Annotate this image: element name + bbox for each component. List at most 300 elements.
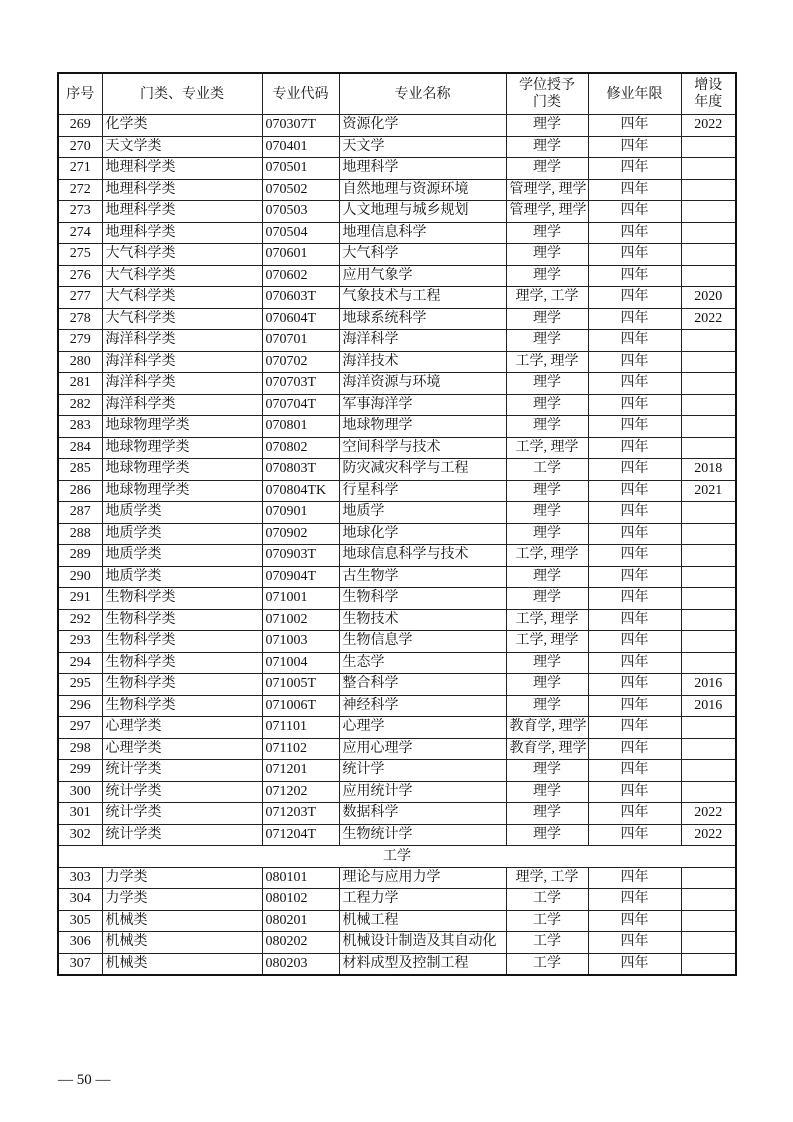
cell-years: 四年 xyxy=(588,244,681,266)
cell-year-added xyxy=(681,330,736,352)
table-row xyxy=(58,523,736,545)
cell-years: 四年 xyxy=(588,910,681,932)
cell-degree: 管理学, 理学 xyxy=(506,179,588,201)
cell-no: 298 xyxy=(58,738,102,760)
cell-year-added xyxy=(681,244,736,266)
cell-code: 070401 xyxy=(262,136,339,158)
cell-no: 283 xyxy=(58,416,102,438)
cell-years: 四年 xyxy=(588,136,681,158)
page-number: — 50 — xyxy=(58,1072,111,1088)
cell-degree: 理学 xyxy=(506,523,588,545)
cell-name: 古生物学 xyxy=(339,566,506,588)
cell-years: 四年 xyxy=(588,953,681,975)
cell-name: 地球信息科学与技术 xyxy=(339,545,506,567)
cell-years: 四年 xyxy=(588,717,681,739)
cell-code: 071005T xyxy=(262,674,339,696)
cell-degree: 理学 xyxy=(506,115,588,137)
cell-degree: 理学 xyxy=(506,781,588,803)
cell-code: 070802 xyxy=(262,437,339,459)
cell-name: 应用统计学 xyxy=(339,781,506,803)
cell-year-added xyxy=(681,222,736,244)
cell-degree: 工学 xyxy=(506,459,588,481)
section-engineering xyxy=(58,846,736,868)
table-row xyxy=(58,824,736,846)
cell-no: 299 xyxy=(58,760,102,782)
cell-category: 地球物理学类 xyxy=(102,480,262,502)
cell-name: 海洋技术 xyxy=(339,351,506,373)
cell-code: 070703T xyxy=(262,373,339,395)
cell-no: 278 xyxy=(58,308,102,330)
cell-year-added xyxy=(681,609,736,631)
cell-name: 海洋资源与环境 xyxy=(339,373,506,395)
cell-code: 070702 xyxy=(262,351,339,373)
cell-degree: 工学, 理学 xyxy=(506,609,588,631)
cell-year-added: 2021 xyxy=(681,480,736,502)
cell-name: 自然地理与资源环境 xyxy=(339,179,506,201)
table-row xyxy=(58,287,736,309)
cell-code: 071002 xyxy=(262,609,339,631)
cell-degree: 管理学, 理学 xyxy=(506,201,588,223)
header-no: 序号 xyxy=(58,73,102,115)
cell-code: 070803T xyxy=(262,459,339,481)
table-row xyxy=(58,437,736,459)
cell-years: 四年 xyxy=(588,566,681,588)
cell-no: 279 xyxy=(58,330,102,352)
cell-category: 地理科学类 xyxy=(102,222,262,244)
cell-category: 统计学类 xyxy=(102,803,262,825)
cell-year-added xyxy=(681,179,736,201)
cell-name: 地球化学 xyxy=(339,523,506,545)
cell-name: 机械工程 xyxy=(339,910,506,932)
cell-degree: 理学 xyxy=(506,803,588,825)
cell-year-added xyxy=(681,910,736,932)
cell-category: 机械类 xyxy=(102,932,262,954)
cell-code: 071203T xyxy=(262,803,339,825)
table-row xyxy=(58,416,736,438)
cell-code: 070307T xyxy=(262,115,339,137)
cell-degree: 工学, 理学 xyxy=(506,545,588,567)
cell-years: 四年 xyxy=(588,308,681,330)
table-row xyxy=(58,158,736,180)
table-row xyxy=(58,609,736,631)
cell-years: 四年 xyxy=(588,459,681,481)
cell-year-added xyxy=(681,953,736,975)
cell-name: 空间科学与技术 xyxy=(339,437,506,459)
cell-degree: 理学 xyxy=(506,588,588,610)
cell-no: 293 xyxy=(58,631,102,653)
cell-code: 080101 xyxy=(262,867,339,889)
cell-no: 269 xyxy=(58,115,102,137)
cell-code: 080102 xyxy=(262,889,339,911)
cell-degree: 理学 xyxy=(506,308,588,330)
cell-category: 生物科学类 xyxy=(102,631,262,653)
cell-category: 地理科学类 xyxy=(102,179,262,201)
cell-no: 294 xyxy=(58,652,102,674)
table-row xyxy=(58,308,736,330)
cell-year-added xyxy=(681,416,736,438)
cell-category: 大气科学类 xyxy=(102,287,262,309)
cell-name: 生物科学 xyxy=(339,588,506,610)
cell-no: 306 xyxy=(58,932,102,954)
cell-code: 071202 xyxy=(262,781,339,803)
cell-name: 应用气象学 xyxy=(339,265,506,287)
cell-year-added xyxy=(681,158,736,180)
cell-years: 四年 xyxy=(588,480,681,502)
cell-year-added xyxy=(681,373,736,395)
cell-degree: 理学 xyxy=(506,244,588,266)
cell-code: 071102 xyxy=(262,738,339,760)
table-row xyxy=(58,244,736,266)
cell-code: 070804TK xyxy=(262,480,339,502)
cell-year-added xyxy=(681,437,736,459)
header-name: 专业名称 xyxy=(339,73,506,115)
cell-code: 071101 xyxy=(262,717,339,739)
cell-degree: 理学 xyxy=(506,136,588,158)
header-category: 门类、专业类 xyxy=(102,73,262,115)
cell-category: 海洋科学类 xyxy=(102,351,262,373)
cell-code: 070502 xyxy=(262,179,339,201)
cell-category: 海洋科学类 xyxy=(102,373,262,395)
table-row xyxy=(58,480,736,502)
cell-years: 四年 xyxy=(588,523,681,545)
cell-years: 四年 xyxy=(588,373,681,395)
cell-code: 080202 xyxy=(262,932,339,954)
cell-years: 四年 xyxy=(588,824,681,846)
cell-year-added: 2022 xyxy=(681,308,736,330)
table-header-row xyxy=(58,73,736,115)
cell-category: 大气科学类 xyxy=(102,308,262,330)
cell-no: 307 xyxy=(58,953,102,975)
cell-category: 化学类 xyxy=(102,115,262,137)
table-row xyxy=(58,502,736,524)
cell-name: 气象技术与工程 xyxy=(339,287,506,309)
cell-no: 301 xyxy=(58,803,102,825)
table-row xyxy=(58,932,736,954)
table-row xyxy=(58,545,736,567)
cell-no: 302 xyxy=(58,824,102,846)
cell-degree: 理学 xyxy=(506,695,588,717)
cell-years: 四年 xyxy=(588,265,681,287)
cell-years: 四年 xyxy=(588,545,681,567)
table-row xyxy=(58,179,736,201)
cell-year-added xyxy=(681,889,736,911)
majors-table xyxy=(57,72,737,976)
cell-years: 四年 xyxy=(588,674,681,696)
cell-code: 070904T xyxy=(262,566,339,588)
section-label: 工学 xyxy=(58,846,736,868)
cell-code: 070602 xyxy=(262,265,339,287)
cell-name: 地理信息科学 xyxy=(339,222,506,244)
cell-degree: 理学, 工学 xyxy=(506,287,588,309)
cell-code: 070801 xyxy=(262,416,339,438)
table-row xyxy=(58,588,736,610)
cell-degree: 工学 xyxy=(506,953,588,975)
cell-degree: 工学, 理学 xyxy=(506,351,588,373)
cell-category: 心理学类 xyxy=(102,717,262,739)
cell-category: 统计学类 xyxy=(102,781,262,803)
cell-year-added xyxy=(681,265,736,287)
cell-category: 地球物理学类 xyxy=(102,459,262,481)
cell-degree: 理学, 工学 xyxy=(506,867,588,889)
cell-no: 272 xyxy=(58,179,102,201)
cell-year-added xyxy=(681,201,736,223)
cell-no: 285 xyxy=(58,459,102,481)
cell-name: 材料成型及控制工程 xyxy=(339,953,506,975)
cell-year-added: 2016 xyxy=(681,674,736,696)
cell-no: 287 xyxy=(58,502,102,524)
cell-no: 288 xyxy=(58,523,102,545)
table-row xyxy=(58,781,736,803)
cell-category: 地理科学类 xyxy=(102,158,262,180)
cell-no: 297 xyxy=(58,717,102,739)
cell-code: 071006T xyxy=(262,695,339,717)
cell-degree: 理学 xyxy=(506,502,588,524)
cell-category: 地球物理学类 xyxy=(102,416,262,438)
cell-year-added xyxy=(681,566,736,588)
cell-category: 生物科学类 xyxy=(102,674,262,696)
cell-degree: 理学 xyxy=(506,222,588,244)
cell-category: 机械类 xyxy=(102,953,262,975)
cell-year-added xyxy=(681,351,736,373)
cell-code: 071004 xyxy=(262,652,339,674)
cell-code: 070701 xyxy=(262,330,339,352)
cell-no: 274 xyxy=(58,222,102,244)
cell-code: 070603T xyxy=(262,287,339,309)
table-row xyxy=(58,373,736,395)
cell-category: 大气科学类 xyxy=(102,244,262,266)
cell-no: 286 xyxy=(58,480,102,502)
cell-name: 心理学 xyxy=(339,717,506,739)
cell-no: 290 xyxy=(58,566,102,588)
cell-name: 大气科学 xyxy=(339,244,506,266)
cell-year-added xyxy=(681,781,736,803)
cell-category: 生物科学类 xyxy=(102,588,262,610)
cell-name: 应用心理学 xyxy=(339,738,506,760)
cell-no: 289 xyxy=(58,545,102,567)
cell-year-added: 2016 xyxy=(681,695,736,717)
cell-code: 070501 xyxy=(262,158,339,180)
cell-year-added xyxy=(681,652,736,674)
cell-degree: 理学 xyxy=(506,824,588,846)
cell-years: 四年 xyxy=(588,502,681,524)
cell-years: 四年 xyxy=(588,695,681,717)
cell-no: 271 xyxy=(58,158,102,180)
cell-name: 生态学 xyxy=(339,652,506,674)
cell-category: 统计学类 xyxy=(102,824,262,846)
cell-years: 四年 xyxy=(588,287,681,309)
cell-years: 四年 xyxy=(588,416,681,438)
cell-name: 防灾减灾科学与工程 xyxy=(339,459,506,481)
cell-category: 大气科学类 xyxy=(102,265,262,287)
cell-year-added xyxy=(681,545,736,567)
cell-category: 海洋科学类 xyxy=(102,394,262,416)
cell-years: 四年 xyxy=(588,631,681,653)
table-row xyxy=(58,738,736,760)
cell-code: 080203 xyxy=(262,953,339,975)
cell-degree: 理学 xyxy=(506,674,588,696)
cell-code: 070903T xyxy=(262,545,339,567)
cell-year-added xyxy=(681,588,736,610)
cell-degree: 工学 xyxy=(506,910,588,932)
table-row xyxy=(58,222,736,244)
cell-year-added xyxy=(681,867,736,889)
cell-no: 303 xyxy=(58,867,102,889)
cell-degree: 理学 xyxy=(506,566,588,588)
cell-name: 数据科学 xyxy=(339,803,506,825)
table-body-science xyxy=(58,115,736,846)
table-row xyxy=(58,695,736,717)
cell-category: 地理科学类 xyxy=(102,201,262,223)
cell-years: 四年 xyxy=(588,394,681,416)
table-row xyxy=(58,631,736,653)
cell-no: 273 xyxy=(58,201,102,223)
cell-name: 生物统计学 xyxy=(339,824,506,846)
cell-category: 地质学类 xyxy=(102,502,262,524)
cell-years: 四年 xyxy=(588,760,681,782)
cell-code: 070902 xyxy=(262,523,339,545)
cell-category: 海洋科学类 xyxy=(102,330,262,352)
cell-no: 291 xyxy=(58,588,102,610)
table-row xyxy=(58,459,736,481)
cell-years: 四年 xyxy=(588,781,681,803)
cell-category: 天文学类 xyxy=(102,136,262,158)
cell-name: 天文学 xyxy=(339,136,506,158)
cell-years: 四年 xyxy=(588,652,681,674)
cell-code: 071201 xyxy=(262,760,339,782)
cell-years: 四年 xyxy=(588,867,681,889)
cell-name: 生物信息学 xyxy=(339,631,506,653)
header-year-added: 增设年度 xyxy=(681,73,736,115)
cell-year-added xyxy=(681,394,736,416)
cell-no: 277 xyxy=(58,287,102,309)
cell-no: 292 xyxy=(58,609,102,631)
table-body-engineering xyxy=(58,867,736,975)
cell-name: 军事海洋学 xyxy=(339,394,506,416)
cell-years: 四年 xyxy=(588,201,681,223)
table-row xyxy=(58,265,736,287)
cell-name: 海洋科学 xyxy=(339,330,506,352)
cell-year-added: 2022 xyxy=(681,115,736,137)
header-code: 专业代码 xyxy=(262,73,339,115)
cell-year-added xyxy=(681,932,736,954)
cell-no: 280 xyxy=(58,351,102,373)
cell-no: 275 xyxy=(58,244,102,266)
cell-degree: 理学 xyxy=(506,265,588,287)
cell-degree: 理学 xyxy=(506,480,588,502)
cell-no: 281 xyxy=(58,373,102,395)
cell-name: 理论与应用力学 xyxy=(339,867,506,889)
cell-category: 心理学类 xyxy=(102,738,262,760)
cell-no: 284 xyxy=(58,437,102,459)
cell-year-added: 2018 xyxy=(681,459,736,481)
cell-years: 四年 xyxy=(588,115,681,137)
table-row xyxy=(58,889,736,911)
cell-years: 四年 xyxy=(588,932,681,954)
cell-years: 四年 xyxy=(588,588,681,610)
cell-name: 地理科学 xyxy=(339,158,506,180)
cell-no: 304 xyxy=(58,889,102,911)
table-row xyxy=(58,760,736,782)
cell-year-added xyxy=(681,738,736,760)
cell-code: 071003 xyxy=(262,631,339,653)
cell-no: 296 xyxy=(58,695,102,717)
cell-years: 四年 xyxy=(588,609,681,631)
cell-years: 四年 xyxy=(588,158,681,180)
header-years: 修业年限 xyxy=(588,73,681,115)
cell-no: 305 xyxy=(58,910,102,932)
cell-no: 276 xyxy=(58,265,102,287)
cell-name: 资源化学 xyxy=(339,115,506,137)
cell-code: 070503 xyxy=(262,201,339,223)
table-row xyxy=(58,867,736,889)
cell-year-added xyxy=(681,631,736,653)
cell-code: 080201 xyxy=(262,910,339,932)
cell-no: 295 xyxy=(58,674,102,696)
cell-year-added xyxy=(681,523,736,545)
cell-name: 神经科学 xyxy=(339,695,506,717)
cell-years: 四年 xyxy=(588,889,681,911)
cell-year-added xyxy=(681,136,736,158)
cell-degree: 理学 xyxy=(506,760,588,782)
cell-category: 地质学类 xyxy=(102,523,262,545)
cell-name: 工程力学 xyxy=(339,889,506,911)
cell-name: 整合科学 xyxy=(339,674,506,696)
table-row xyxy=(58,953,736,975)
cell-years: 四年 xyxy=(588,437,681,459)
table-row xyxy=(58,351,736,373)
cell-degree: 理学 xyxy=(506,394,588,416)
cell-name: 行星科学 xyxy=(339,480,506,502)
cell-degree: 教育学, 理学 xyxy=(506,717,588,739)
table-row xyxy=(58,910,736,932)
cell-years: 四年 xyxy=(588,738,681,760)
cell-no: 270 xyxy=(58,136,102,158)
cell-degree: 理学 xyxy=(506,416,588,438)
cell-name: 机械设计制造及其自动化 xyxy=(339,932,506,954)
cell-name: 人文地理与城乡规划 xyxy=(339,201,506,223)
cell-category: 生物科学类 xyxy=(102,609,262,631)
cell-year-added xyxy=(681,717,736,739)
table-row xyxy=(58,115,736,137)
cell-years: 四年 xyxy=(588,351,681,373)
cell-years: 四年 xyxy=(588,179,681,201)
cell-degree: 理学 xyxy=(506,652,588,674)
cell-code: 070704T xyxy=(262,394,339,416)
cell-degree: 工学, 理学 xyxy=(506,631,588,653)
header-degree: 学位授予门类 xyxy=(506,73,588,115)
cell-code: 070504 xyxy=(262,222,339,244)
table-row xyxy=(58,674,736,696)
cell-degree: 工学 xyxy=(506,889,588,911)
cell-no: 300 xyxy=(58,781,102,803)
table-row xyxy=(58,136,736,158)
cell-no: 282 xyxy=(58,394,102,416)
table-row xyxy=(58,717,736,739)
cell-year-added: 2022 xyxy=(681,803,736,825)
cell-years: 四年 xyxy=(588,803,681,825)
cell-degree: 工学 xyxy=(506,932,588,954)
cell-year-added xyxy=(681,502,736,524)
cell-category: 力学类 xyxy=(102,867,262,889)
cell-category: 生物科学类 xyxy=(102,652,262,674)
cell-category: 力学类 xyxy=(102,889,262,911)
cell-years: 四年 xyxy=(588,222,681,244)
cell-name: 地球系统科学 xyxy=(339,308,506,330)
cell-degree: 理学 xyxy=(506,330,588,352)
table-row xyxy=(58,803,736,825)
cell-degree: 工学, 理学 xyxy=(506,437,588,459)
cell-degree: 理学 xyxy=(506,158,588,180)
